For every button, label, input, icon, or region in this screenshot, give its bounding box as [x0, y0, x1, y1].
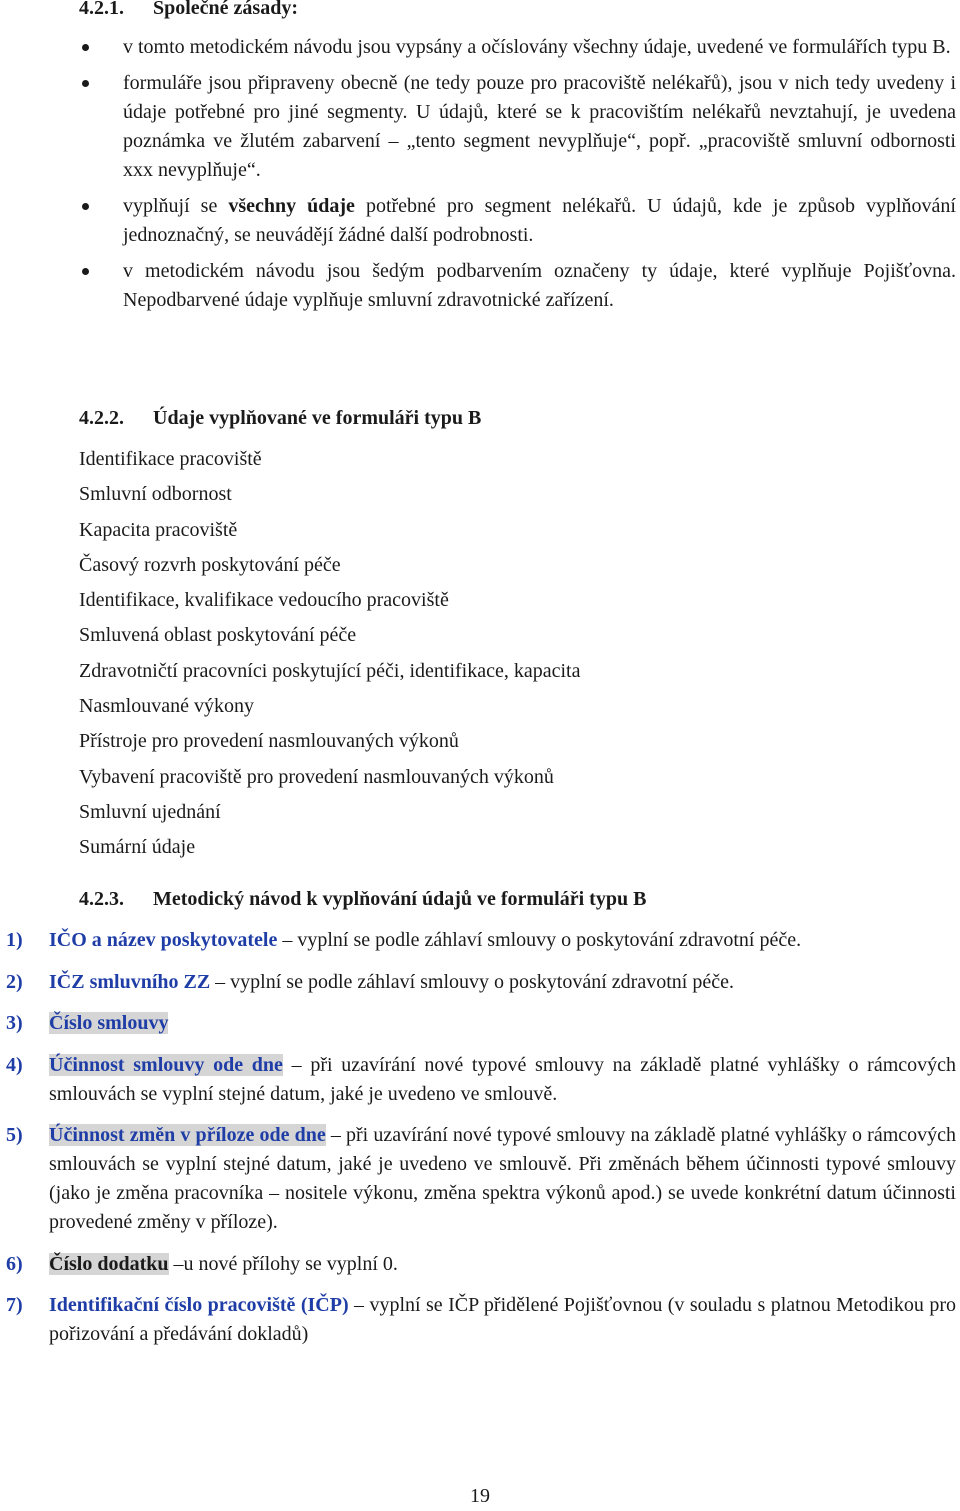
- list-item: Časový rozvrh poskytování péče: [79, 553, 341, 576]
- list-item: Smluvní odbornost: [79, 483, 232, 506]
- principles-list: [79, 33, 956, 322]
- section-title: Společné zásady:: [153, 0, 298, 19]
- bullet-text: v metodickém návodu jsou šedým podbarvením označeny ty údaje, které vyplňuje Pojišťovna. Nepodbarvené údaje vyplňuje smluvní zdravotnické zařízení.: [123, 260, 956, 311]
- instruction-item: [6, 1051, 956, 1109]
- bullet-text: vyplňují se: [123, 195, 229, 217]
- list-item: Smluvní ujednání: [79, 800, 221, 823]
- list-item: Nasmlouvané výkony: [79, 695, 254, 718]
- list-item: Vybavení pracoviště pro provedení nasmlouvaných výkonů: [79, 765, 554, 788]
- item-number: 6): [6, 1252, 23, 1275]
- item-number: 2): [6, 970, 23, 993]
- list-item: Přístroje pro provedení nasmlouvaných výkonů: [79, 730, 459, 753]
- bullet-emphasis: všechny údaje: [228, 195, 355, 217]
- section-title: Údaje vyplňované ve formuláři typu B: [153, 407, 482, 429]
- instruction-item: [6, 1009, 956, 1038]
- list-item: Zdravotničtí pracovníci poskytující péči, identifikace, kapacita: [79, 659, 581, 682]
- item-term: IČZ smluvního ZZ: [49, 970, 211, 993]
- list-item: Identifikace pracoviště: [79, 448, 262, 470]
- section-heading-4-2-2: [79, 404, 481, 433]
- form-sections-list: [79, 445, 580, 869]
- item-number: 7): [6, 1294, 23, 1316]
- item-number: 4): [6, 1053, 23, 1076]
- section-heading-4-2-1: [79, 0, 298, 23]
- item-term-shaded: Účinnost změn v příloze ode dne: [49, 1124, 326, 1146]
- list-item: [79, 69, 956, 185]
- section-number: 4.2.3.: [79, 888, 124, 910]
- item-text: – vyplní se IČP přidělené Pojišťovnou (v souladu s platnou Metodikou pro pořizování a předávání dokladů): [49, 1294, 956, 1345]
- item-term: Identifikační číslo pracoviště (IČP): [49, 1294, 349, 1316]
- section-number: 4.2.1.: [79, 0, 124, 19]
- list-item: [79, 192, 956, 250]
- list-item: Identifikace, kvalifikace vedoucího pracoviště: [79, 589, 449, 612]
- item-text: – vyplní se podle záhlaví smlouvy o poskytování zdravotní péče.: [210, 970, 734, 993]
- item-number: 5): [6, 1124, 23, 1146]
- page-number: 19: [470, 1485, 490, 1507]
- item-text: – při uzavírání nové typové smlouvy na základě platné vyhlášky o rámcových smlouvách se vyplní stejné datum, jaké je uvedeno ve smlouvě. Při změnách během účinnosti typové smlouvy (jako je změna pracovníka – nositele výkonu, změna spektra výkonů apod.) se uvede konkrétní datum účinnosti provedené změny v příloze).: [49, 1124, 957, 1233]
- item-text: – vyplní se podle záhlaví smlouvy o poskytování zdravotní péče.: [277, 929, 802, 951]
- instruction-item: [6, 1291, 956, 1349]
- bullet-text: formuláře jsou připraveny obecně (ne tedy pouze pro pracoviště nelékařů), jsou v nich tedy uvedeny i údaje potřebné pro jiné segmenty. U údajů, které se k pracovištím nelékařů nevztahují, je uvedena poznámka ve žlutém zabarvení – „tento segment nevyplňuje“, popř. „pracoviště smluvní odbornosti xxx nevyplňuje“.: [123, 72, 956, 181]
- item-number: 3): [6, 1012, 23, 1034]
- item-term-shaded: Číslo smlouvy: [49, 1012, 169, 1034]
- bullet-text: v tomto metodickém návodu jsou vypsány a očíslovány všechny údaje, uvedené ve formulářích typu B.: [123, 36, 951, 58]
- instruction-item: [6, 1250, 956, 1279]
- instruction-item: [6, 968, 956, 997]
- item-number: 1): [6, 929, 23, 951]
- list-item: [79, 33, 956, 62]
- list-item: Sumární údaje: [79, 836, 196, 859]
- item-text: – při uzavírání nové typové smlouvy na základě platné vyhlášky o rámcových smlouvách se vyplní stejné datum, jaké je uvedeno ve smlouvě.: [49, 1053, 957, 1105]
- instruction-item: [6, 1121, 956, 1237]
- item-term-shaded: Účinnost smlouvy ode dne: [49, 1053, 283, 1076]
- item-term-shaded: Číslo dodatku: [49, 1252, 169, 1275]
- instructions-list: [6, 926, 956, 1362]
- item-term: IČO a název poskytovatele: [49, 929, 278, 951]
- list-item: Smluvená oblast poskytování péče: [79, 624, 357, 647]
- section-title: Metodický návod k vyplňování údajů ve formuláři typu B: [153, 888, 647, 910]
- item-text: –u nové přílohy se vyplní 0.: [168, 1252, 398, 1275]
- section-heading-4-2-3: [79, 885, 646, 914]
- bullet-text: potřebné pro segment nelékařů. U údajů, kde je způsob vyplňování jednoznačný, se neuvádějí žádné další podrobnosti.: [123, 195, 956, 246]
- section-number: 4.2.2.: [79, 407, 124, 429]
- list-item: [79, 257, 956, 315]
- instruction-item: [6, 926, 956, 955]
- list-item: Kapacita pracoviště: [79, 518, 238, 541]
